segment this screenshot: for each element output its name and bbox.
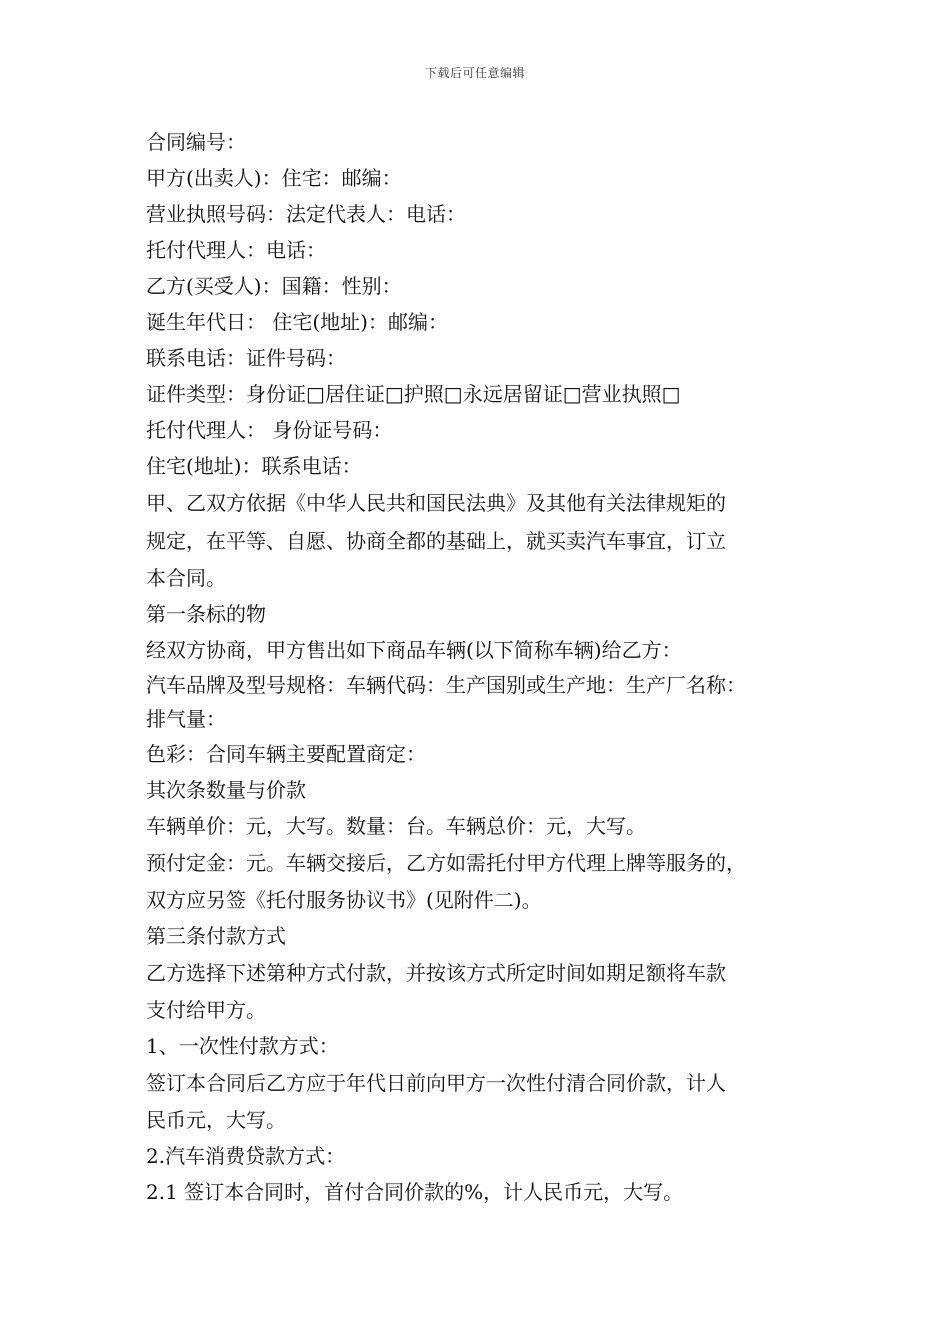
payment-intro-line-2: 支付给甲方。 xyxy=(146,998,266,1022)
preamble-line-2: 规定，在平等、自愿、协商全都的基础上，就买卖汽车事宜，订立 xyxy=(146,529,726,553)
payment-intro-line-1: 乙方选择下述第种方式付款，并按该方式所定时间如期足额将车款 xyxy=(146,961,726,985)
party-b-line: 乙方(买受人)：国籍：性别： xyxy=(146,274,402,298)
loan-clause-2-1: 2.1 签订本合同时，首付合同价款的%，计人民币元，大写。 xyxy=(146,1180,684,1204)
contract-body xyxy=(146,124,826,1210)
lump-sum-heading: 1、一次性付款方式： xyxy=(146,1034,339,1058)
loan-heading: 2.汽车消费贷款方式： xyxy=(146,1144,346,1168)
birth-date-line: 诞生年代日： 住宅(地址)：邮编： xyxy=(146,310,448,334)
deposit-line-2: 双方应另签《托付服务协议书》(见附件二)。 xyxy=(146,888,542,912)
article-1-heading: 第一条标的物 xyxy=(146,602,266,626)
article-2-heading: 其次条数量与价款 xyxy=(146,778,306,802)
lump-sum-line-2: 民币元，大写。 xyxy=(146,1108,286,1132)
article-1-intro: 经双方协商，甲方售出如下商品车辆(以下简称车辆)给乙方： xyxy=(146,638,682,662)
party-a-line: 甲方(出卖人)：住宅：邮编： xyxy=(146,166,402,190)
party-a-agent-line: 托付代理人：电话： xyxy=(146,238,326,262)
contact-phone-line: 联系电话：证件号码： xyxy=(146,346,346,370)
lump-sum-line-1: 签订本合同后乙方应于年代日前向甲方一次性付清合同价款，计人 xyxy=(146,1071,726,1095)
displacement-line: 排气量： xyxy=(146,707,226,731)
page-header: 下载后可任意编辑 xyxy=(424,66,525,80)
deposit-line-1: 预付定金：元。车辆交接后，乙方如需托付甲方代理上牌等服务的， xyxy=(146,851,746,875)
article-3-heading: 第三条付款方式 xyxy=(146,924,286,948)
preamble-line-3: 本合同。 xyxy=(146,566,226,590)
preamble-line-1: 甲、乙双方依据《中华人民共和国民法典》及其他有关法律规矩的 xyxy=(146,491,726,515)
business-license-line: 营业执照号码：法定代表人：电话： xyxy=(146,202,466,226)
id-type-line: 证件类型：身份证□居住证□护照□永远居留证□营业执照□ xyxy=(146,382,681,406)
color-config-line: 色彩：合同车辆主要配置商定： xyxy=(146,742,426,766)
vehicle-spec-line: 汽车品牌及型号规格：车辆代码：生产国别或生产地：生产厂名称： xyxy=(146,673,746,697)
contract-number-line: 合同编号： xyxy=(146,130,246,154)
price-line: 车辆单价：元，大写。数量：台。车辆总价：元，大写。 xyxy=(146,814,646,838)
agent-address-line: 住宅(地址)：联系电话： xyxy=(146,454,362,478)
party-b-agent-line: 托付代理人： 身份证号码： xyxy=(146,418,393,442)
